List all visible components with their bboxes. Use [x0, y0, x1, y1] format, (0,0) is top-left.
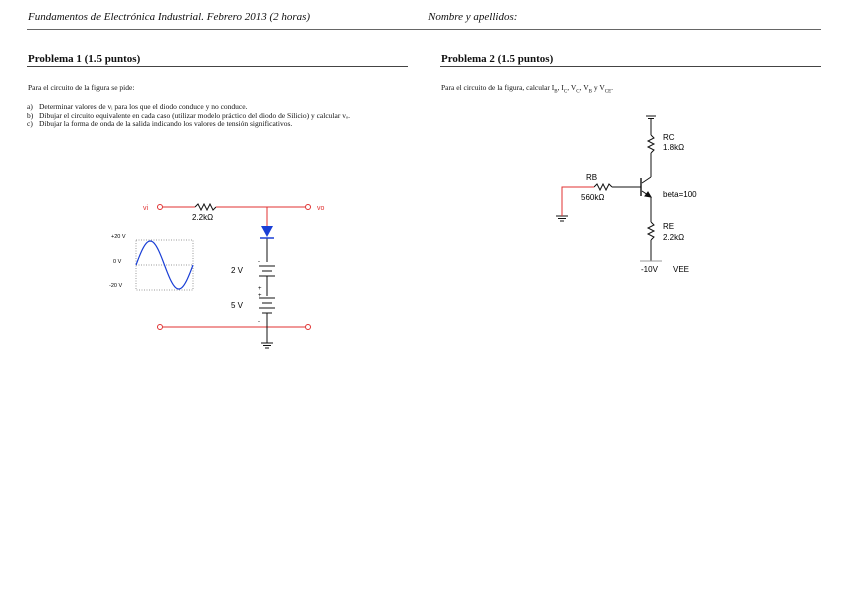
vo-label: vo: [317, 205, 325, 212]
rc-name: RC: [663, 133, 675, 142]
item-marker: b): [27, 110, 34, 120]
battery-5v-label: 5 V: [231, 301, 244, 310]
name-field-label: Nombre y apellidos:: [428, 11, 518, 23]
collector-lead: [642, 177, 651, 183]
item-text: Determinar valores de vᵢ para los que el diodo conduce y no conduce.: [39, 102, 248, 111]
polarity-plus: +: [258, 286, 262, 292]
re-value: 2.2kΩ: [663, 233, 685, 242]
beta-label: beta=100: [663, 190, 697, 199]
re-resistor: [648, 222, 654, 240]
polarity-minus: -: [258, 319, 260, 325]
emitter-arrow: [645, 192, 651, 197]
rb-resistor: [594, 184, 612, 190]
battery-2v-label: 2 V: [231, 266, 244, 275]
vi-label: vi: [143, 205, 149, 212]
item-marker: c): [27, 119, 33, 129]
resistor-value: 2.2kΩ: [192, 213, 214, 222]
re-name: RE: [663, 222, 675, 231]
vee-name: VEE: [673, 265, 690, 274]
wave-bot-label: -20 V: [109, 283, 123, 289]
problem2-title: Problema 2 (1.5 puntos): [441, 53, 554, 65]
rb-name: RB: [586, 173, 598, 182]
problem2-intro: Para el circuito de la figura, calcular $I_B$, $I_C$, $V_C$, $V_B$ y $V_{CE}$.: [441, 83, 614, 95]
problem1-intro: Para el circuito de la figura se pide:: [28, 83, 135, 92]
rc-resistor: [648, 135, 654, 153]
wave-mid-label: 0 V: [113, 259, 122, 265]
item-marker: a): [27, 102, 33, 111]
problem1-title: Problema 1 (1.5 puntos): [28, 53, 141, 65]
polarity-minus: -: [258, 259, 260, 265]
item-text: Dibujar la forma de onda de la salida indicando los valores de tensión significativos.: [39, 119, 293, 129]
item-text: Dibujar el circuito equivalente en cada caso (utilizar modelo práctico del diodo de Silicio) y calcular vₒ.: [39, 110, 350, 120]
wave-top-label: +20 V: [111, 234, 126, 240]
exam-title: Fundamentos de Electrónica Industrial. Febrero 2013 (2 horas): [28, 11, 311, 23]
rc-value: 1.8kΩ: [663, 143, 685, 152]
polarity-plus: +: [258, 293, 262, 299]
vee-value: -10V: [641, 265, 658, 274]
rb-value: 560kΩ: [581, 193, 605, 202]
